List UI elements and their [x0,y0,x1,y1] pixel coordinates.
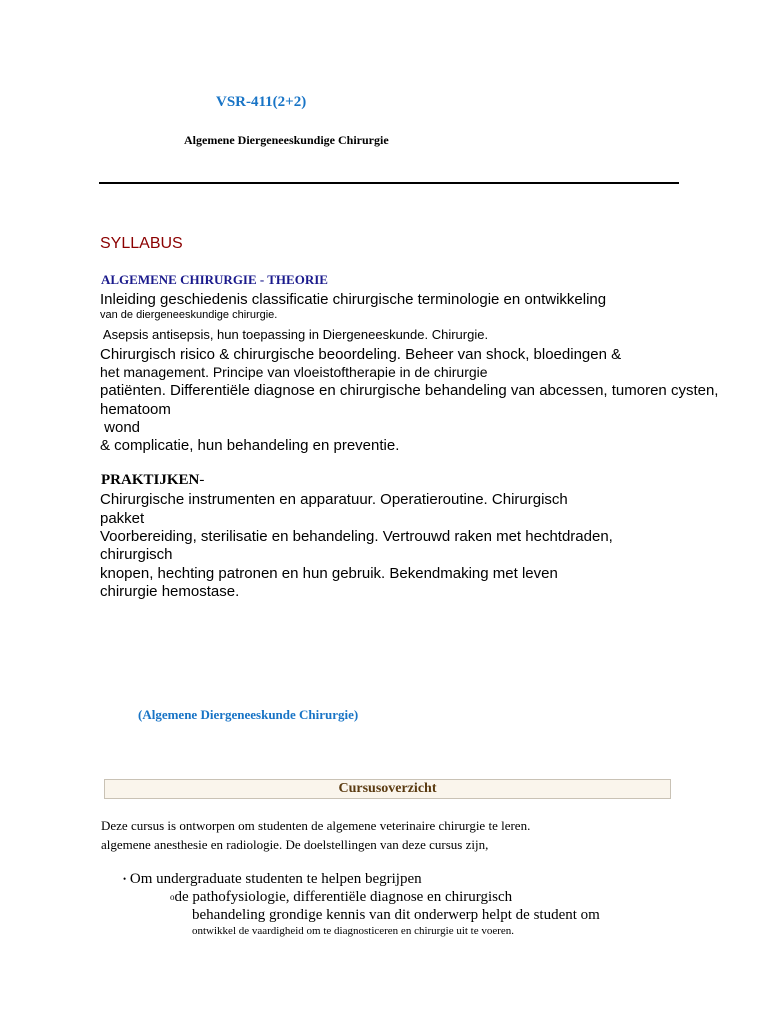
intro-line: algemene anesthesie en radiologie. De doelstellingen van deze cursus zijn, [101,837,489,852]
bullet-text: Om undergraduate studenten te helpen begrijpen [129,871,422,887]
practical-line: Voorbereiding, sterilisatie en behandeling. Vertrouwd raken met hechtdraden, [100,528,613,545]
sub-bullet-marker: o [170,892,175,902]
sub-bullet-item [170,889,512,906]
practical-line: Chirurgische instrumenten en apparatuur. Operatieroutine. Chirurgisch [100,491,568,508]
sub-bullet-small-text: ontwikkel de vaardigheid om te diagnosticeren en chirurgie uit te voeren. [192,925,515,937]
practical-line: chirurgie hemostase. [100,583,240,600]
practical-line: chirurgisch [100,546,173,563]
sub-bullet-continuation: behandeling grondige kennis van dit onderwerp helpt de student om [192,907,600,923]
sub-bullet-text: de pathofysiologie, differentiële diagnose en chirurgisch [174,889,513,905]
practical-line: pakket [100,510,145,527]
section-title: Cursusoverzicht [338,781,437,796]
theory-line: Asepsis antisepsis, hun toepassing in Diergeneeskunde. Chirurgie. [100,327,489,342]
theory-heading: ALGEMENE CHIRURGIE - THEORIE [101,272,328,287]
course-code: VSR-411(2+2) [216,94,307,110]
theory-line: patiënten. Differentiële diagnose en chirurgische behandeling van abcessen, tumoren cysten, [100,382,719,399]
theory-line: het management. Principe van vloeistoftherapie in de chirurgie [100,364,488,380]
syllabus-label: SYLLABUS [100,235,183,252]
practical-line: knopen, hechting patronen en hun gebruik. Bekendmaking met leven [100,565,558,582]
theory-line: hematoom [100,401,171,418]
bullet-item [123,871,422,888]
theory-line: & complicatie, hun behandeling en preventie. [100,437,400,454]
practical-heading [101,472,204,489]
course-title: Algemene Diergeneeskundige Chirurgie [184,133,389,147]
course-reference: (Algemene Diergeneeskunde Chirurgie) [138,707,359,722]
bullet-marker: • [123,874,127,884]
practical-heading-suffix: - [199,472,205,488]
horizontal-divider [99,182,679,184]
intro-line: Deze cursus is ontworpen om studenten de algemene veterinaire chirurgie te leren. [101,818,531,833]
theory-line: wond [100,419,141,436]
practical-heading-text: PRAKTIJKEN [101,472,200,488]
theory-line: Chirurgisch risico & chirurgische beoordeling. Beheer van shock, bloedingen & [100,346,622,363]
theory-line: Inleiding geschiedenis classificatie chirurgische terminologie en ontwikkeling [100,291,607,308]
theory-line: van de diergeneeskundige chirurgie. [100,309,278,321]
section-header-bar [104,779,671,799]
